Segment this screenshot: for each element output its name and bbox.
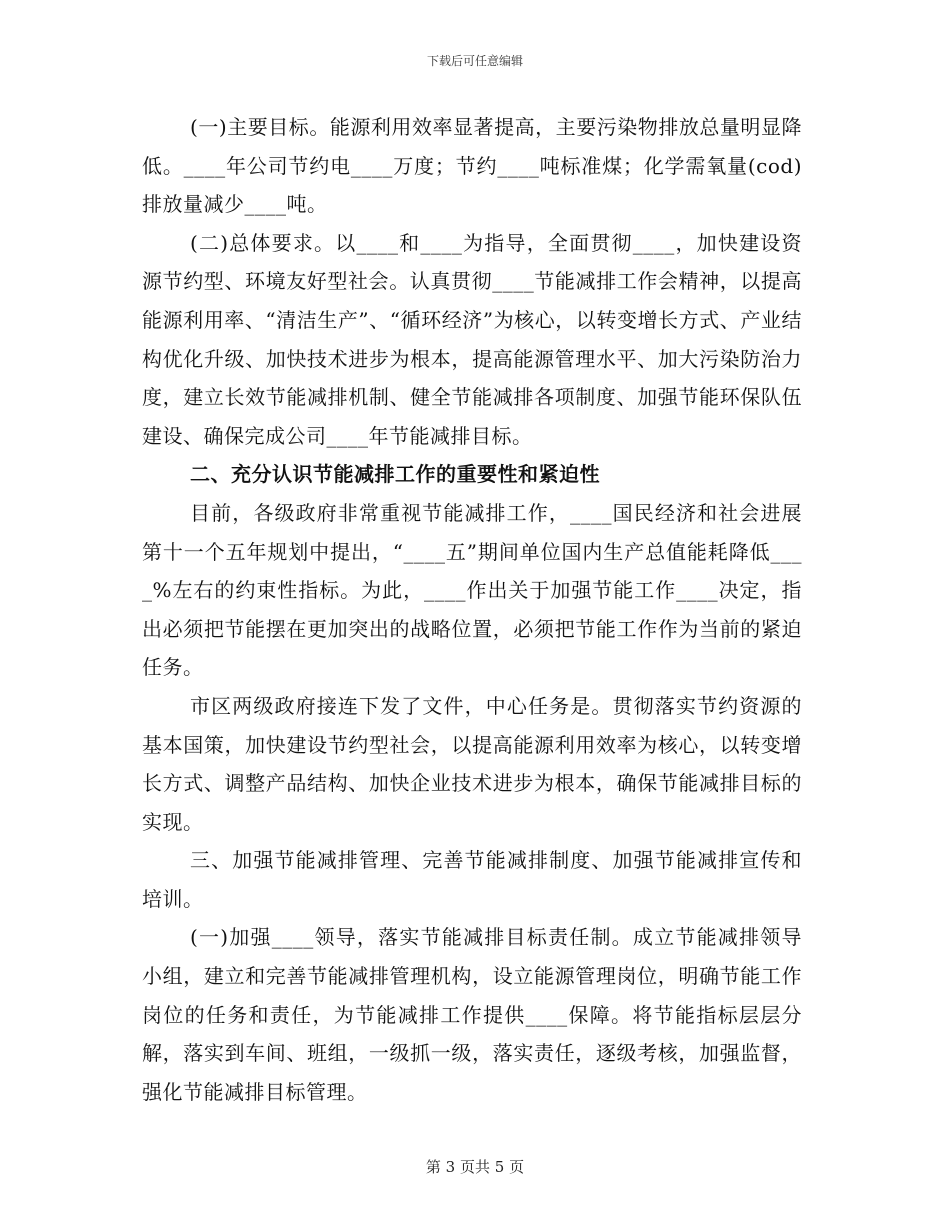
page-header: 下载后可任意编辑 (426, 54, 523, 68)
paragraph-main-goal: (一)主要目标。能源利用效率显著提高，主要污染物排放总量明显降低。____年公司节约电____万度；节约____吨标准煤；化学需氧量(cod)排放量减少____吨。 (142, 115, 802, 217)
page-footer-number: 第 3 页共 5 页 (425, 1158, 525, 1176)
paragraph-leadership-responsibility: (一)加强____领导，落实节能减排目标责任制。成立节能减排领导小组，建立和完善节能减排管理机构，设立能源管理岗位，明确节能工作岗位的任务和责任，为节能减排工作提供____保障。将节能指标层层分解，落实到车间、班组，一级抓一级，落实责任，逐级考核，加强监督，强化节能减排目标管理。 (142, 925, 802, 1104)
section-heading-importance: 二、充分认识节能减排工作的重要性和紧迫性 (190, 462, 600, 487)
paragraph-city-district-government: 市区两级政府接连下发了文件，中心任务是。贯彻落实节约资源的基本国策，加快建设节约型社会，以提高能源利用效率为核心，以转变增长方式、调整产品结构、加快企业技术进步为根本，确保节能减排目标的实现。 (142, 693, 802, 834)
section-heading-management: 三、加强节能减排管理、完善节能减排制度、加强节能减排宣传和培训。 (142, 848, 802, 911)
paragraph-overall-requirements: (二)总体要求。以____和____为指导，全面贯彻____，加快建设资源节约型、环境友好型社会。认真贯彻____节能减排工作会精神，以提高能源利用率、“清洁生产”、“循环经济”为核心，以转变增长方式、产业结构优化升级、加快技术进步为根本，提高能源管理水平、加大污染防治力度，建立长效节能减排机制、健全节能减排各项制度、加强节能环保队伍建设、确保完成公司____年节能减排目标。 (142, 230, 802, 448)
document-body (142, 108, 802, 1111)
paragraph-current-situation: 目前，各级政府非常重视节能减排工作，____国民经济和社会进展第十一个五年规划中提出，“____五”期间单位国内生产总值能耗降低____%左右的约束性指标。为此，____作出关于加强节能工作____决定，指出必须把节能摆在更加突出的战略位置，必须把节能工作作为当前的紧迫任务。 (142, 500, 802, 680)
